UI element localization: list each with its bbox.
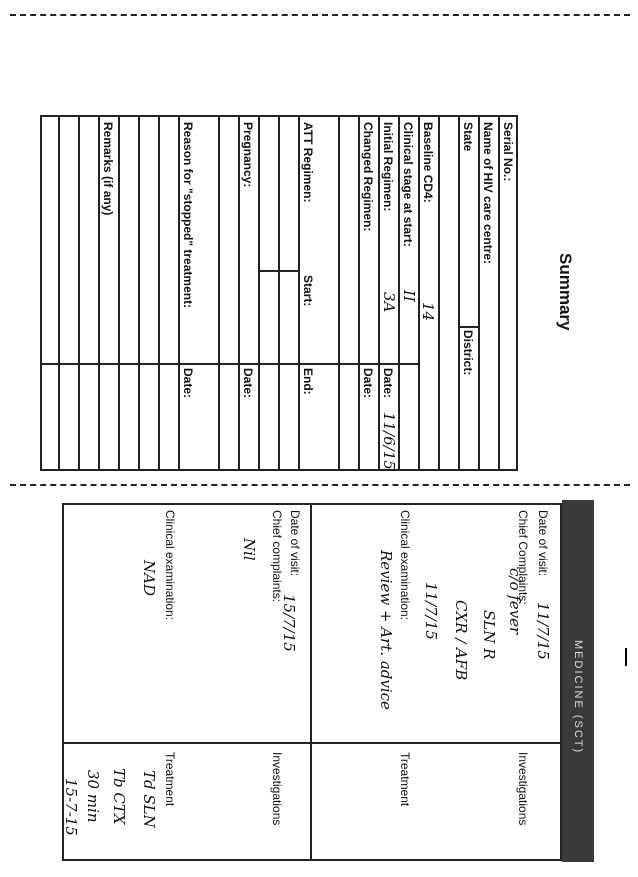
divider (478, 115, 480, 471)
rx3-value: 30 min (84, 770, 102, 823)
visit-date-value: 11/7/15 (534, 602, 552, 660)
stage-value: II (400, 290, 418, 302)
visit-form (62, 503, 562, 861)
divider (218, 363, 338, 365)
clinical-stage-label: Clinical stage at start: (401, 122, 415, 247)
investigations-label: Investigations (270, 752, 284, 826)
date-label: Date: (181, 368, 195, 399)
date-of-visit-label: Date of visit: (536, 510, 550, 577)
complaint-value: c/o fever (506, 568, 524, 635)
stray-mark (625, 648, 627, 666)
divider (438, 115, 440, 471)
date-b-value: 11/7/15 (422, 582, 440, 640)
divider (158, 115, 160, 471)
top-dashed-border (10, 14, 630, 16)
pregnancy-label: Pregnancy: (241, 122, 255, 188)
investigations-label: Investigations (516, 752, 530, 826)
date-label: Date: (361, 368, 375, 399)
divider (298, 115, 300, 471)
divider (338, 115, 340, 471)
divider (258, 115, 260, 471)
start-label: Start: (301, 275, 315, 307)
divider (218, 115, 220, 471)
rx4-value: 15-7-15 (62, 778, 80, 836)
divider (418, 115, 420, 471)
date-label: Date: (381, 368, 395, 399)
exam2-value: CXR / AFB (452, 600, 470, 681)
remarks-label: Remarks (if any) (101, 122, 115, 216)
date-value: 11/6/15 (380, 412, 398, 470)
divider (258, 270, 298, 272)
date-of-visit-label: Date of visit: (288, 510, 302, 577)
state-label: State (461, 122, 475, 152)
cd4-value: 14 (419, 302, 437, 322)
note-value: Review + Art. advice (377, 550, 395, 710)
clinical-exam-label: Clinical examination: (163, 510, 177, 621)
serial-no-label: Serial No.: (501, 122, 515, 182)
divider (58, 115, 60, 471)
att-regimen-label: ATT Regimen: (301, 122, 315, 203)
chief-complaints-label: Chief complaints: (270, 510, 284, 603)
visit-date2-value: 15/7/15 (280, 594, 298, 652)
treatment-label: Treatment (163, 752, 177, 807)
mid-dashed-border (10, 484, 630, 486)
summary-title: Summary (556, 253, 575, 331)
divider (278, 115, 280, 471)
complaint2-value: Nil (240, 538, 258, 561)
hiv-centre-label: Name of HIV care centre: (481, 122, 495, 265)
divider (358, 115, 360, 471)
divider (178, 115, 180, 471)
changed-regimen-label: Changed Regimen: (361, 122, 375, 232)
divider (138, 115, 140, 471)
baseline-cd4-label: Baseline CD4: (421, 122, 435, 203)
district-label: District: (461, 330, 475, 376)
treatment-label: Treatment (398, 752, 412, 807)
exam-value: SLN R (480, 610, 498, 660)
divider (62, 742, 562, 744)
regimen-value: 3A (380, 292, 398, 313)
divider (238, 115, 240, 471)
divider (338, 363, 418, 365)
divider (118, 115, 120, 471)
divider (40, 363, 218, 365)
divider (98, 115, 100, 471)
date-label: Date: (241, 368, 255, 399)
exam3-value: NAD (140, 560, 158, 596)
initial-regimen-label: Initial Regimen: (381, 122, 395, 212)
divider (78, 115, 80, 471)
rx1-value: Td SLN (140, 770, 158, 828)
chief-complaints-label: Chief Complaints: (516, 510, 530, 605)
divider (458, 326, 478, 328)
rx2-value: Tb CTX (110, 768, 128, 825)
end-label: End: (301, 368, 315, 395)
visit-header-text: MEDICINE (SCT) (572, 640, 584, 755)
divider (498, 115, 500, 471)
divider (458, 115, 460, 471)
clinical-exam-label: Clinical examination: (398, 510, 412, 621)
divider (310, 503, 312, 861)
reason-stopped-label: Reason for "stopped" treatment: (181, 122, 195, 309)
